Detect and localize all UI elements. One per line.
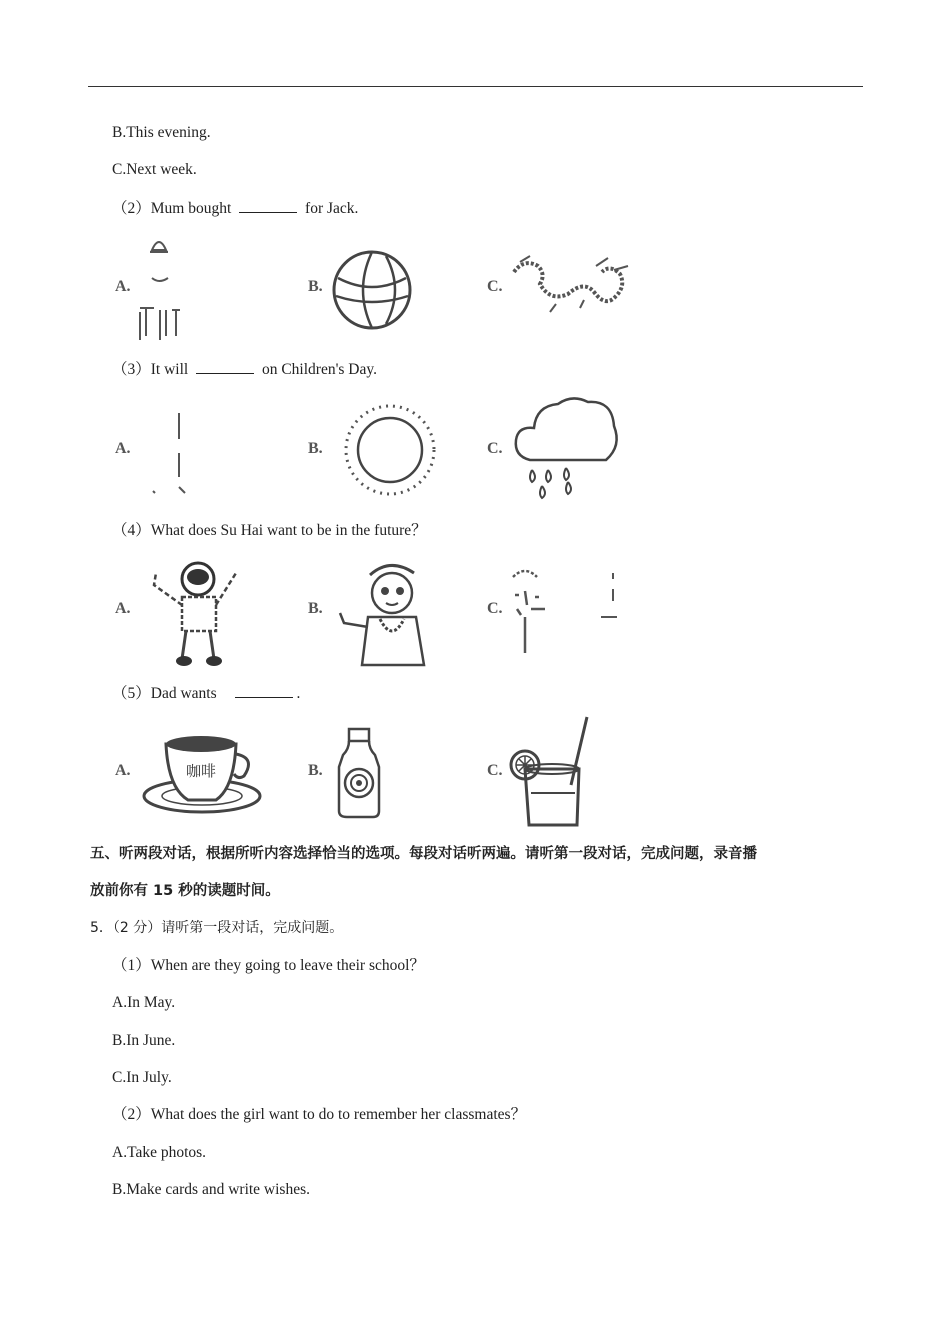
q5-sub1-option-b: B.In June. <box>112 1032 176 1049</box>
option-label-b: B. <box>308 762 323 779</box>
section-five-heading-line2: 放前你有 15 秒的读题时间。 <box>90 883 280 899</box>
cook-icon <box>505 565 620 660</box>
question-5 <box>112 683 300 704</box>
q5-sub1-option-a: A.In May. <box>112 994 176 1011</box>
option-label-c: C. <box>487 278 503 295</box>
question-3 <box>112 359 377 380</box>
q5-sub1-question: （1）When are they going to leave their school？ <box>112 957 425 974</box>
option-label-c: C. <box>487 600 503 617</box>
q5-sub1-option-c: C.In July. <box>112 1069 172 1086</box>
q5-sub2-question: （2）What does the girl want to do to remember her classmates？ <box>112 1106 527 1123</box>
header-rule <box>88 86 863 87</box>
question-2 <box>112 198 358 219</box>
option-b-this-evening: B.This evening. <box>112 124 211 141</box>
sun-icon <box>335 395 445 505</box>
question-2-suffix: for Jack. <box>305 200 359 217</box>
option-c-next-week: C.Next week. <box>112 161 197 178</box>
q5-sub2-option-a: A.Take photos. <box>112 1144 207 1161</box>
basketball-icon <box>330 248 414 332</box>
question-5-intro: 5．（2 分）请听第一段对话，完成问题。 <box>90 920 344 936</box>
dragon-icon <box>510 252 635 322</box>
wind-icon <box>145 405 195 505</box>
coffee-cup-icon <box>140 728 265 818</box>
answer-blank <box>235 683 293 698</box>
gift-box-icon <box>132 232 192 344</box>
section-five-heading-line1: 五、听两段对话，根据所听内容选择恰当的选项。每段对话听两遍。请听第一段对话，完成问题，录音播 <box>90 846 757 862</box>
answer-blank <box>196 359 254 374</box>
option-label-a: A. <box>115 278 131 295</box>
question-3-suffix: on Children's Day. <box>261 361 377 378</box>
rain-cloud-icon <box>510 390 620 508</box>
juice-glass-icon <box>505 715 590 830</box>
coffee-label: 咖啡 <box>185 762 217 780</box>
option-label-c: C. <box>487 440 503 457</box>
question-3-prefix: （3）It will <box>112 361 189 378</box>
question-2-prefix: （2）Mum bought <box>112 200 232 217</box>
q5-sub2-option-b: B.Make cards and write wishes. <box>112 1181 311 1198</box>
option-label-b: B. <box>308 600 323 617</box>
option-label-b: B. <box>308 278 323 295</box>
option-label-c: C. <box>487 762 503 779</box>
question-4: （4）What does Su Hai want to be in the future？ <box>112 522 427 539</box>
option-label-a: A. <box>115 440 131 457</box>
doctor-icon <box>330 553 440 671</box>
astronaut-icon <box>140 555 250 670</box>
question-5-suffix: . <box>296 685 301 702</box>
milk-bottle-icon <box>335 727 385 819</box>
option-label-a: A. <box>115 600 131 617</box>
answer-blank <box>239 198 297 213</box>
question-5-prefix: （5）Dad wants <box>112 685 217 702</box>
option-label-a: A. <box>115 762 131 779</box>
option-label-b: B. <box>308 440 323 457</box>
